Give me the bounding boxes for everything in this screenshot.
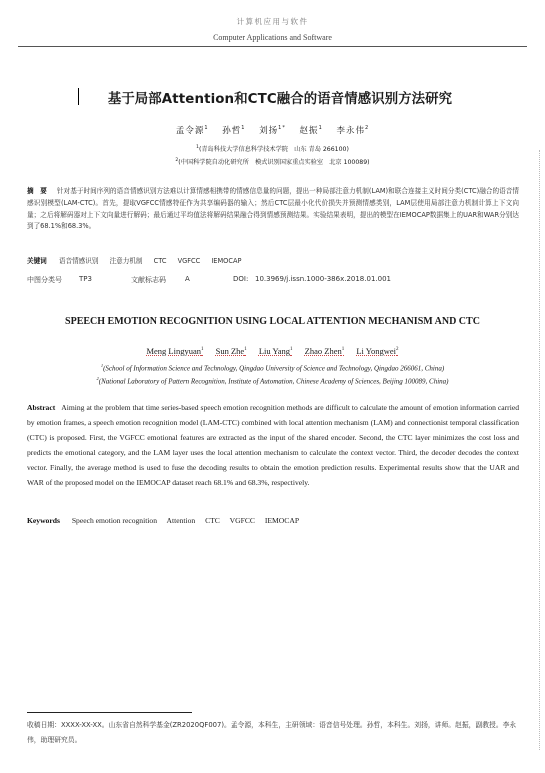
- keyword-cn: VGFCC: [177, 257, 201, 265]
- keyword-cn: 语音情感识别: [58, 257, 99, 265]
- keyword-en: CTC: [205, 516, 220, 525]
- paper-title-cn: 基于局部Attention和CTC融合的语音情感识别方法研究: [107, 92, 453, 107]
- keyword-cn: CTC: [153, 257, 167, 265]
- abstract-label-en: Abstract: [27, 403, 56, 412]
- author-cn: 孟令源$^1$: [175, 125, 209, 136]
- affiliation-en: $^1$(School of Information Science and Technology, Qingdao University of Science and Technology, Qingdao 266061, China): [100, 363, 445, 373]
- author-en: Liu Yang$^1$: [258, 346, 293, 356]
- keyword-en: IEMOCAP: [264, 516, 300, 525]
- doc-code-value: A: [185, 275, 190, 283]
- keywords-label-en: Keywords: [27, 516, 60, 525]
- header-rule: [18, 46, 527, 47]
- affiliation-cn: $^1$(青岛科技大学信息科学技术学院 山东 青岛 266100): [196, 144, 349, 153]
- author-cn: 孙哲$^1$: [222, 125, 246, 136]
- abstract-cn: [27, 186, 519, 233]
- margin-guide: [539, 150, 541, 750]
- clc-label: 中图分类号: [27, 276, 62, 284]
- footnote: [27, 718, 524, 748]
- author-cn: 刘扬$^{1*}$: [259, 125, 286, 136]
- keyword-cn: IEMOCAP: [211, 257, 242, 265]
- keyword-en: Attention: [166, 516, 196, 525]
- doc-code-label: 文献标志码: [131, 276, 166, 284]
- clc-value: TP3: [79, 275, 92, 283]
- keywords-en: [27, 516, 527, 525]
- doi-label: DOI:: [233, 275, 249, 283]
- author-cn: 李永伟$^2$: [336, 125, 370, 136]
- author-en: Li Yongwei$^2$: [356, 346, 399, 356]
- keywords-label-cn: 关键词: [27, 257, 47, 265]
- affiliation-cn: $^2$(中国科学院自动化研究所 模式识别国家重点实验室 北京 100089): [175, 157, 370, 166]
- author-en: Zhao Zhen$^1$: [304, 346, 345, 356]
- author-list-cn: [0, 124, 545, 136]
- author-list-en: [0, 346, 545, 356]
- footnote-received: 收稿日期：XXXX-XX-XX。山东省自然科学基金(ZR2020QF007)。: [27, 721, 231, 729]
- author-en: Sun Zhe$^1$: [215, 346, 247, 356]
- abstract-text-cn: 针对基于时间序列的语音情感识别方法难以计算情感相携带的情感信息量的问题，提出一种局部注意力机制(LAM)和联合连接主义时间分类(CTC)融合的语音情感识别模型(LAM-CTC)。首先，提取VGFCC情感特征作为共享编码器的输入；然后CTC层最小化代价损失并预测情感类别，LAM层使用局部注意力机制计算上下文向量；之后将解码器对上下文向量进行解码；最后通过平均值法将解码结果融合得到情感预测结果。实验结果表明，提出的模型在IEMOCAP数据集上的UAR和WAR分别达到了68.1%和68.3%。: [27, 187, 519, 231]
- paper-title-en: SPEECH EMOTION RECOGNITION USING LOCAL ATTENTION MECHANISM AND CTC: [65, 316, 480, 327]
- journal-name-cn: 计算机应用与软件: [236, 17, 309, 26]
- author-en: Meng Lingyuan$^1$: [146, 346, 204, 356]
- abstract-label-cn: 摘 要: [27, 187, 47, 195]
- keyword-en: VGFCC: [229, 516, 255, 525]
- footnote-rule: [27, 712, 192, 713]
- affiliation-en: $^2$(National Laboratory of Pattern Recognition, Institute of Automation, Chinese Academy of Sciences, Beijing 100089, China): [96, 376, 449, 386]
- journal-name-en: Computer Applications and Software: [213, 33, 332, 42]
- doi-value: 10.3969/j.issn.1000-386x.2018.01.001: [255, 275, 391, 283]
- footnote-authors: 孟令源，本科生，主研领域：语音信号处理。孙哲，本科生。刘扬，讲师。赵振，副教授。李永伟，助理研究员。: [27, 721, 517, 744]
- author-cn: 赵振$^1$: [299, 125, 323, 136]
- keyword-cn: 注意力机制: [109, 257, 143, 265]
- keyword-en: Speech emotion recognition: [71, 516, 158, 525]
- keywords-cn: [27, 255, 527, 265]
- abstract-en: [27, 400, 519, 490]
- abstract-text-en: Aiming at the problem that time series-based speech emotion recognition methods are difficult to calculate the amount of emotion information carried by emotion frames, a speech emotion recognition model (LAM-CTC) combined with local attention mechanism (LAM) and connectionist temporal classification (CTC) is proposed. First, the VGFCC emotional features are extracted as the input of the shared encoder. Second, the CTC layer minimizes the cost loss and predicts the emotional category, and the LAM layer uses the local attention mechanism to calculate the context vector. Third, the decoder decodes the context vector. Finally, the average method is used to fuse the decoding results to obtain the emotion prediction results. Experimental results show that the UAR and WAR of the proposed model on the IEMOCAP dataset reach 68.1% and 68.3%, respectively.: [27, 403, 519, 487]
